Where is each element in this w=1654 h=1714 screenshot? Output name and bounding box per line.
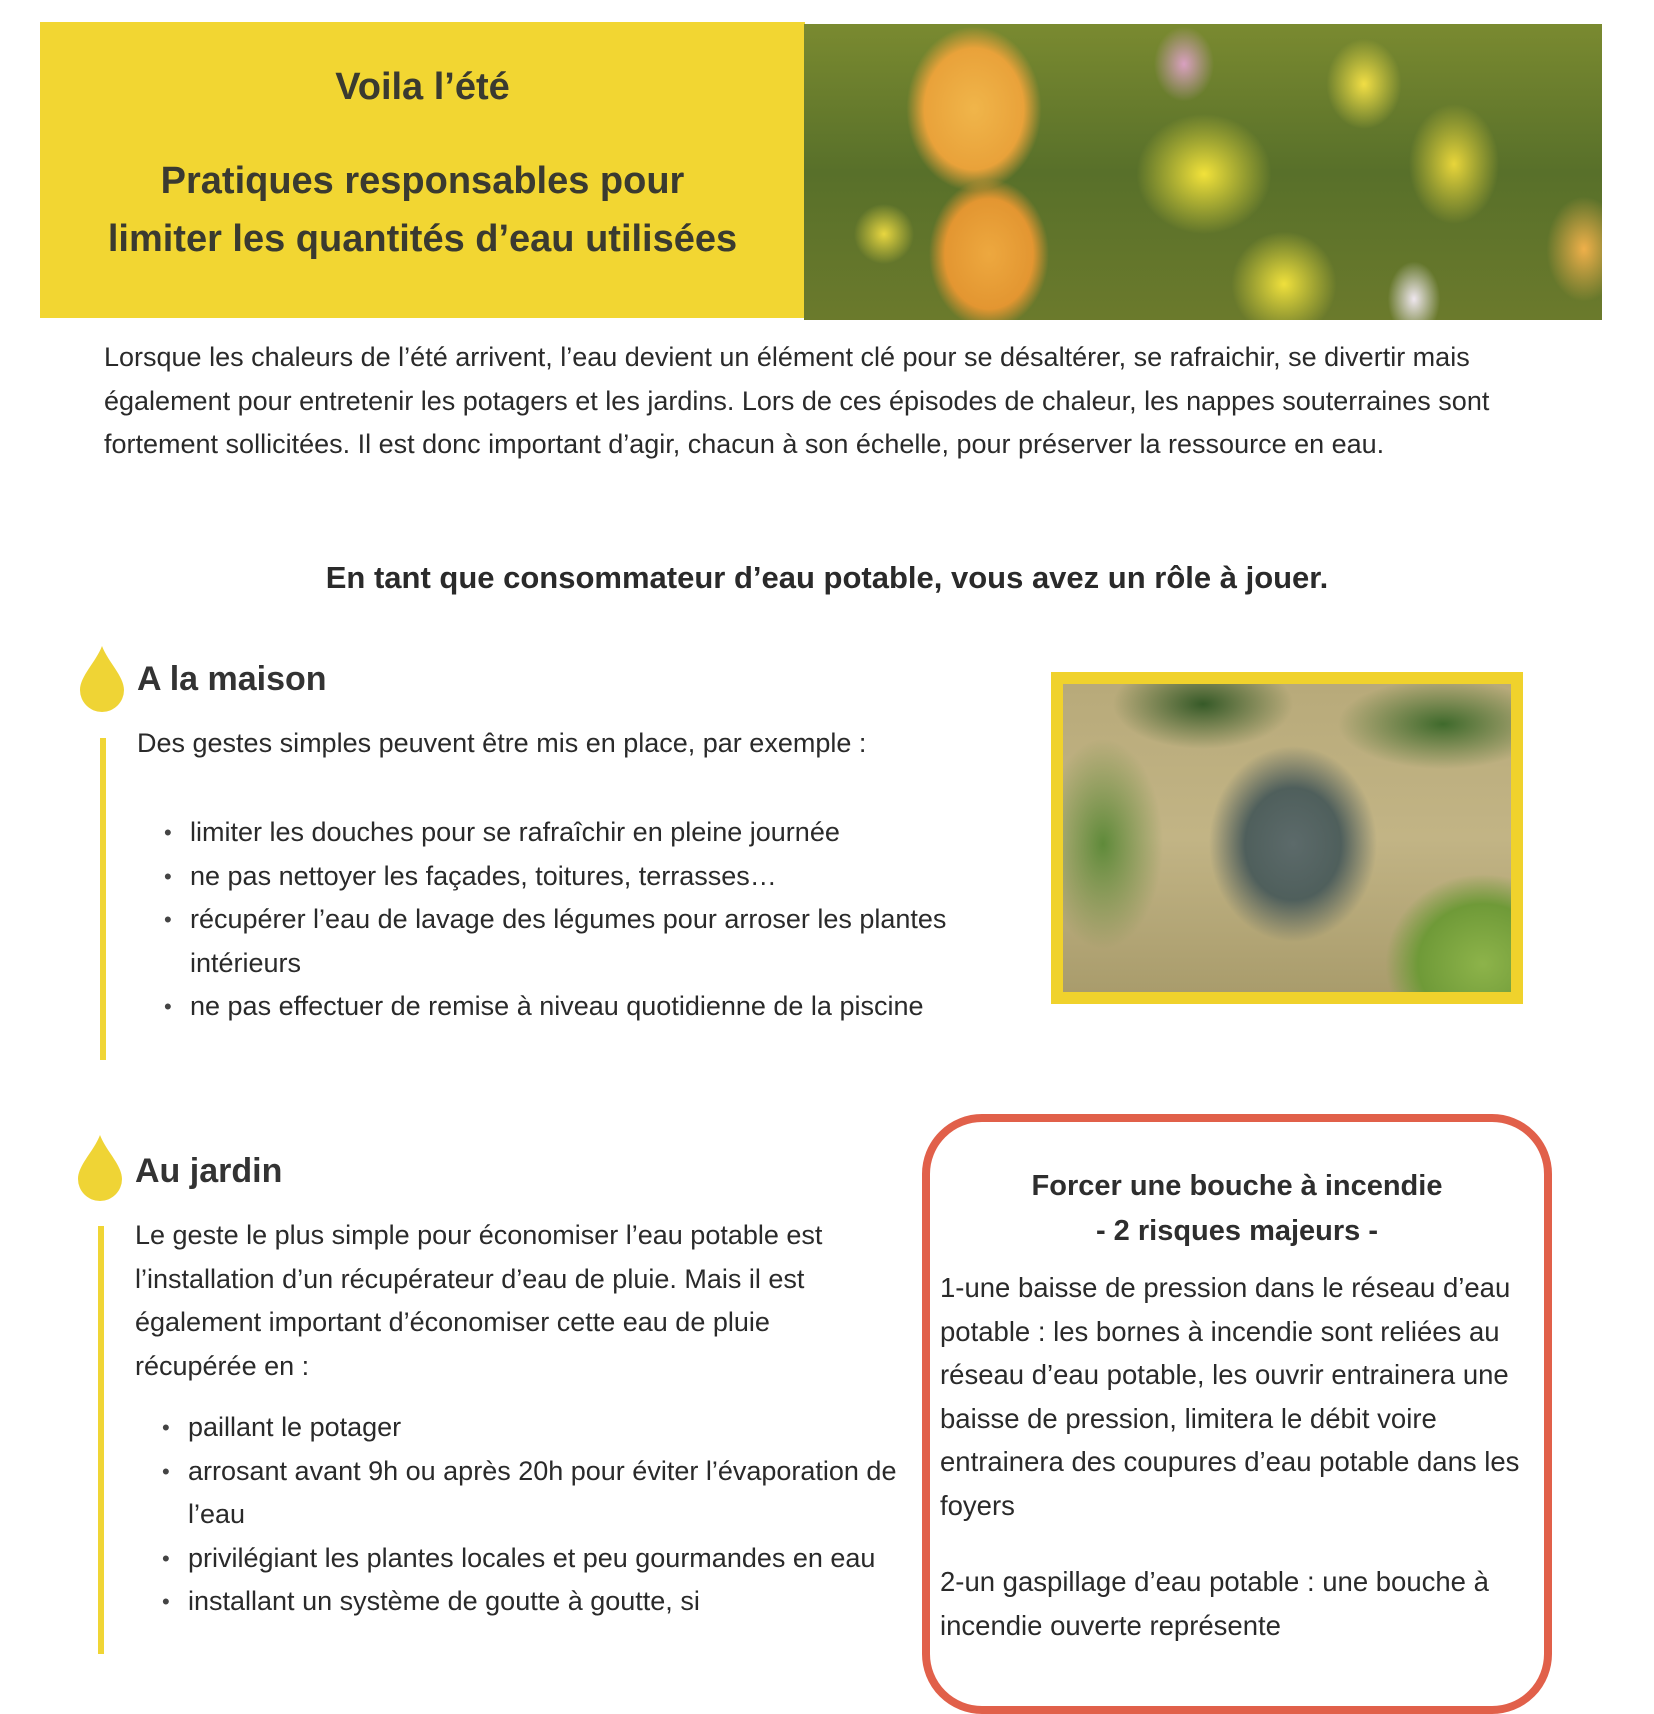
subtitle-line-2: limiter les quantités d’eau utilisées [107,218,738,260]
mulched-vegetable-garden-photo [1051,672,1523,1004]
warning-risk-2: 2-un gaspillage d’eau potable : une bouche à incendie ouverte représente [940,1566,1489,1641]
water-drop-icon [76,1133,124,1203]
section-bar-jardin [98,1226,104,1654]
list-jardin [162,1406,928,1624]
list-item: • ne pas nettoyer les façades, toitures, terrasses… [190,855,1000,899]
dahlia-flowers-photo [804,24,1602,320]
section-title-jardin: Au jardin [135,1152,283,1190]
warning-title-line-2: - 2 risques majeurs - [1095,1215,1379,1247]
page-subtitle [40,152,805,268]
list-item: • arrosant avant 9h ou après 20h pour éviter l’évaporation de l’eau [188,1450,928,1537]
subtitle-line-1: Pratiques responsables pour [160,160,685,202]
water-drop-icon [78,644,126,714]
list-item: • récupérer l’eau de lavage des légumes pour arroser les plantes intérieurs [190,898,1000,985]
list-item: • ne pas effectuer de remise à niveau quotidienne de la piscine [190,985,1000,1029]
section-intro-maison: Des gestes simples peuvent être mis en place, par exemple : [137,728,867,758]
list-item: • paillant le potager [188,1406,928,1450]
page-title: Voila l’été [335,66,510,108]
intro-paragraph: Lorsque les chaleurs de l’été arrivent, l’eau devient un élément clé pour se désaltérer, se rafraichir, se divertir mais également pour entretenir les potagers et les jardins. Lors de ces épisodes de chaleur, les nappes souterraines sont fortement sollicitées. Il est donc important d’agir, chacun à son échelle, pour préserver la ressource en eau. [104,342,1490,459]
list-item: • privilégiant les plantes locales et peu gourmandes en eau [188,1537,928,1581]
section-bar-maison [100,738,106,1060]
section-title-maison: A la maison [137,660,327,698]
warning-risk-1: 1-une baisse de pression dans le réseau d’eau potable : les bornes à incendie sont reliées au réseau d’eau potable, les ouvrir entrainera une baisse de pression, limitera le débit voire entrainera des coupures d’eau potable dans les foyers [940,1272,1520,1521]
list-item: • installant un système de goutte à goutte, si [188,1580,928,1624]
tagline: En tant que consommateur d’eau potable, vous avez un rôle à jouer. [325,560,1329,595]
warning-title-line-1: Forcer une bouche à incendie [1031,1170,1443,1202]
section-intro-jardin: Le geste le plus simple pour économiser l’eau potable est l’installation d’un récupérateur d’eau de pluie. Mais il est également important d’économiser cette eau de pluie récupérée en : [135,1220,823,1381]
list-item: • limiter les douches pour se rafraîchir en pleine journée [190,811,1000,855]
list-maison [164,811,1000,1029]
warning-title [930,1164,1544,1254]
